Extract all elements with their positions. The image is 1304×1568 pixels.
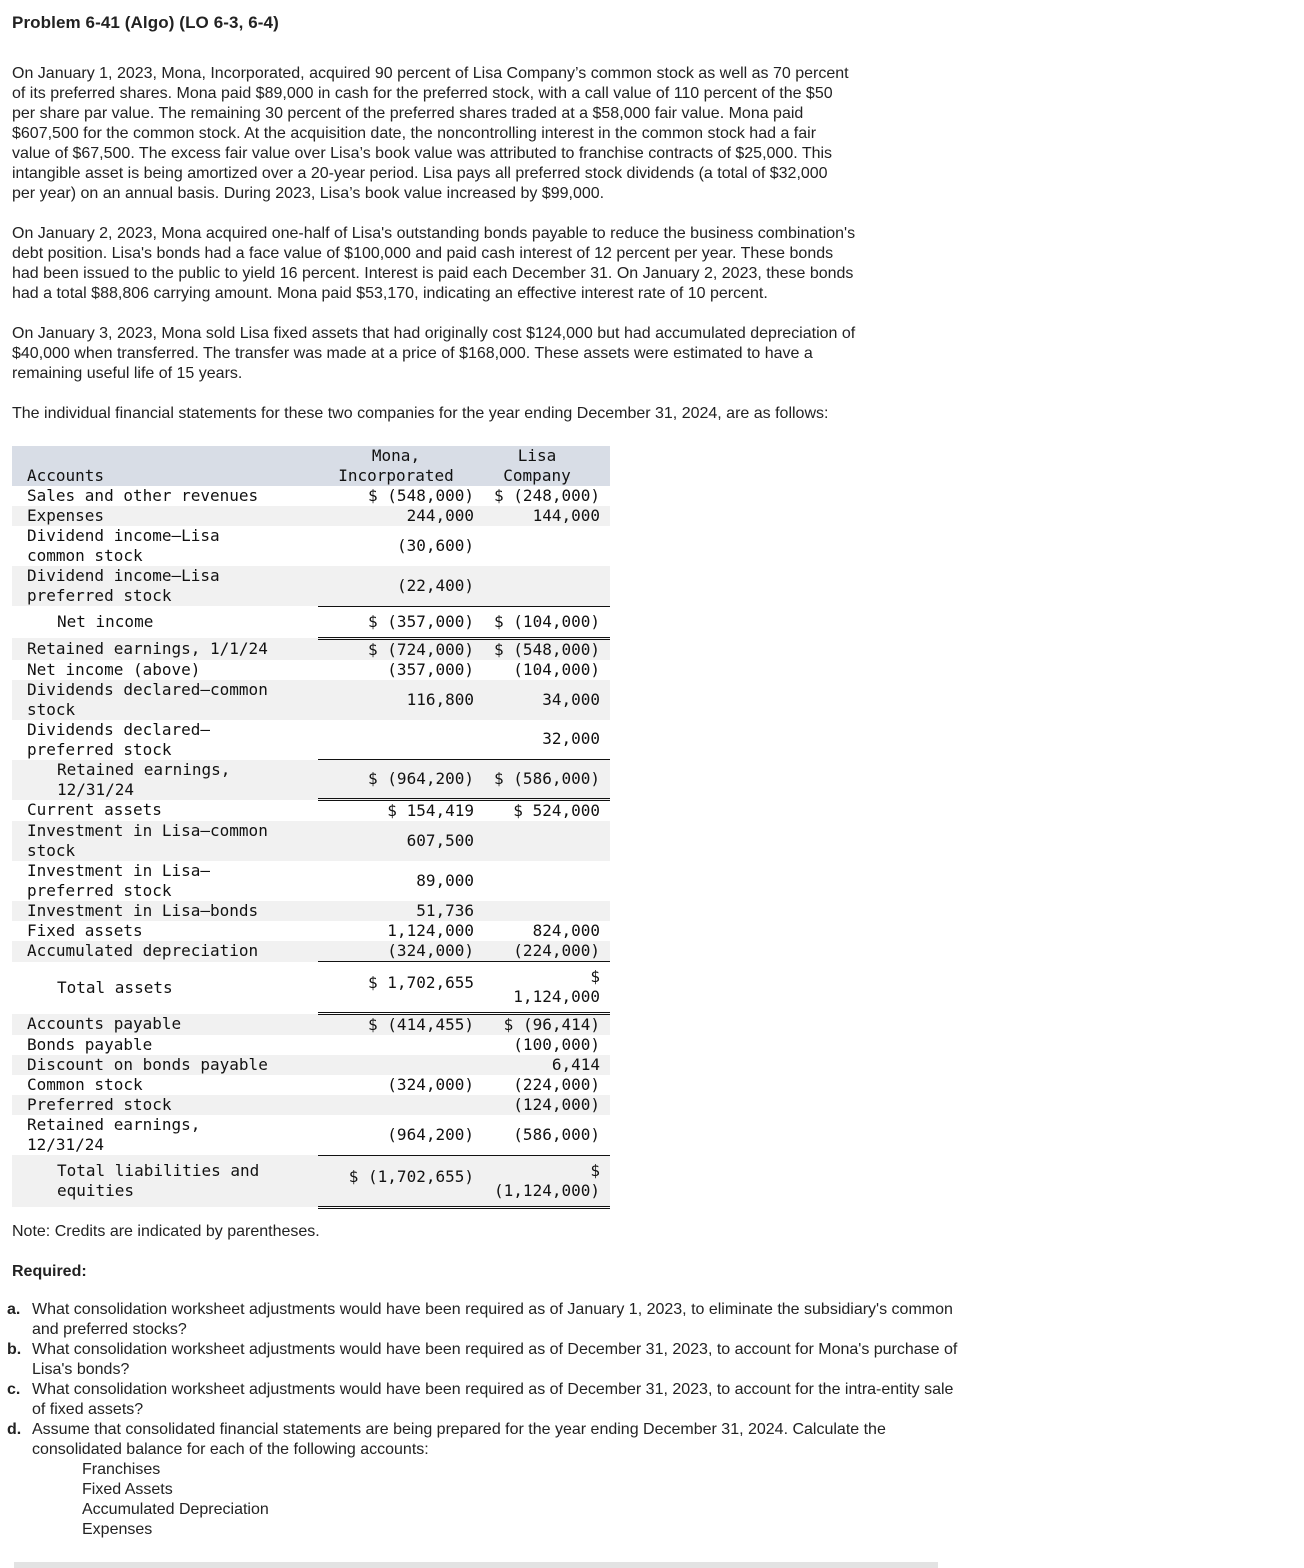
row-mona-value: $ (964,200) bbox=[318, 760, 474, 800]
row-mona-value: $ (357,000) bbox=[318, 606, 474, 638]
row-account: Total liabilities and equities bbox=[12, 1155, 318, 1207]
paragraph-bonds: On January 2, 2023, Mona acquired one-half of Lisa's outstanding bonds payable to reduce the business combination's debt position. Lisa's bonds had a face value of $100,000 and paid cash interest of 12 percent per year. These bonds had been issued to the public to yield 16 percent. Interest is paid each December 31. On January 2, 2023, these bonds had a total $88,806 carrying amount. Mona paid $53,170, indicating an effective interest rate of 10 percent. bbox=[12, 225, 856, 302]
table-row bbox=[12, 1095, 610, 1115]
row-lisa-value: (224,000) bbox=[474, 941, 610, 962]
row-account: Net income bbox=[57, 612, 154, 631]
header-accounts: Accounts bbox=[12, 446, 318, 486]
list-item: Accumulated Depreciation bbox=[82, 1501, 269, 1518]
row-lisa-value: $ 524,000 bbox=[513, 801, 600, 820]
table-header-row bbox=[12, 446, 610, 486]
row-lisa-value bbox=[474, 526, 610, 566]
row-lisa-value: $ (548,000) bbox=[474, 638, 610, 660]
row-account: Investment in Lisa—bonds bbox=[12, 901, 318, 921]
row-mona-value: $ (548,000) bbox=[368, 486, 474, 505]
row-account: Fixed assets bbox=[27, 921, 143, 940]
row-lisa-value bbox=[474, 821, 610, 861]
row-lisa-value: (224,000) bbox=[513, 1075, 600, 1094]
row-lisa-value: (124,000) bbox=[474, 1095, 610, 1115]
row-account: Retained earnings, 12/31/24 bbox=[27, 1115, 201, 1154]
paragraph-fixed-assets: On January 3, 2023, Mona sold Lisa fixed assets that had originally cost $124,000 but had accumulated depreciation of $40,000 when transferred. The transfer was made at a price of $168,000. These assets were estimated to have a remaining useful life of 15 years. bbox=[12, 325, 856, 382]
row-mona-value: (964,200) bbox=[318, 1115, 474, 1155]
row-lisa-value: 6,414 bbox=[474, 1055, 610, 1075]
row-mona-value: 244,000 bbox=[318, 506, 474, 526]
row-account: Accounts payable bbox=[12, 1014, 318, 1036]
row-mona-value: (22,400) bbox=[318, 566, 474, 606]
table-row bbox=[12, 720, 610, 760]
row-account: Expenses bbox=[12, 506, 318, 526]
financial-statements-table bbox=[12, 446, 610, 1209]
table-row bbox=[12, 566, 610, 606]
row-lisa-value bbox=[474, 861, 610, 901]
question-item bbox=[7, 1300, 962, 1340]
row-mona-value: (357,000) bbox=[387, 659, 474, 679]
row-lisa-value: $ (586,000) bbox=[474, 760, 610, 800]
question-text: What consolidation worksheet adjustments would have been required as of December 31, 2023, to account for the intra-entity sale of fixed assets? bbox=[32, 1381, 954, 1418]
table-row bbox=[12, 760, 610, 800]
row-account: Retained earnings, 1/1/24 bbox=[12, 638, 318, 660]
row-mona-value bbox=[318, 1035, 474, 1055]
row-account: Net income (above) bbox=[27, 659, 201, 679]
row-lisa-value: 32,000 bbox=[474, 720, 610, 760]
table-row bbox=[12, 901, 610, 921]
row-mona-value bbox=[318, 720, 474, 760]
question-text: What consolidation worksheet adjustments would have been required as of December 31, 2023, to account for Mona's purchase of Lisa's bonds? bbox=[32, 1341, 958, 1378]
row-account: Preferred stock bbox=[12, 1095, 318, 1115]
header-mona: Mona, Incorporated bbox=[318, 446, 474, 486]
table-row bbox=[12, 680, 610, 720]
row-account: Investment in Lisa—common stock bbox=[12, 821, 318, 861]
question-letter: d. bbox=[7, 1421, 22, 1438]
list-item: Fixed Assets bbox=[82, 1481, 173, 1498]
question-letter: c. bbox=[7, 1381, 21, 1398]
row-lisa-value: $ 1,124,000 bbox=[474, 962, 610, 1014]
row-mona-value: $ (414,455) bbox=[318, 1014, 474, 1036]
paragraph-statements-intro: The individual financial statements for these two companies for the year ending December 31, 2024, are as follows: bbox=[12, 405, 829, 422]
row-account: Dividends declared— preferred stock bbox=[27, 719, 211, 759]
table-row bbox=[12, 861, 610, 901]
accounts-to-calculate bbox=[32, 1460, 962, 1540]
row-account: Discount on bonds payable bbox=[12, 1055, 318, 1075]
row-mona-value: 51,736 bbox=[318, 901, 474, 921]
row-lisa-value: $ (96,414) bbox=[474, 1014, 610, 1036]
header-lisa: Lisa Company bbox=[474, 446, 610, 486]
questions-list bbox=[7, 1300, 962, 1540]
question-letter: b. bbox=[7, 1341, 22, 1358]
row-lisa-value: 144,000 bbox=[474, 506, 610, 526]
table-row bbox=[12, 486, 610, 506]
paragraph-acquisition: On January 1, 2023, Mona, Incorporated, acquired 90 percent of Lisa Company’s common stock as well as 70 percent of its preferred shares. Mona paid $89,000 in cash for the preferred stock, with a call value of 110 percent of the $50 per share par value. The remaining 30 percent of the preferred shares traded at a $58,000 fair value. Mona paid $607,500 for the common stock. At the acquisition date, the noncontrolling interest in the common stock had a fair value of $67,500. The excess fair value over Lisa’s book value was attributed to franchise contracts of $25,000. This intangible asset is being amortized over a 20-year period. Lisa pays all preferred stock dividends (a total of $32,000 per year) on an annual basis. During 2023, Lisa’s book value increased by $99,000. bbox=[12, 65, 849, 202]
credits-note: Note: Credits are indicated by parentheses. bbox=[12, 1223, 320, 1240]
row-account: Investment in Lisa— preferred stock bbox=[27, 861, 211, 900]
question-item bbox=[7, 1420, 962, 1540]
row-account: Common stock bbox=[27, 1075, 143, 1094]
list-item: Franchises bbox=[82, 1461, 161, 1478]
row-mona-value: 116,800 bbox=[318, 680, 474, 720]
table-row bbox=[12, 526, 610, 566]
table-row bbox=[12, 606, 610, 638]
row-lisa-value bbox=[474, 566, 610, 606]
row-lisa-value: (100,000) bbox=[513, 1035, 600, 1054]
row-mona-value: (324,000) bbox=[318, 941, 474, 962]
row-lisa-value: $ (104,000) bbox=[474, 606, 610, 638]
row-lisa-value bbox=[474, 901, 610, 921]
question-text: Assume that consolidated financial statements are being prepared for the year ending December 31, 2024. Calculate the consolidated balance for each of the following accounts: bbox=[32, 1421, 886, 1458]
row-mona-value: $ (1,702,655) bbox=[318, 1155, 474, 1207]
row-mona-value: 89,000 bbox=[416, 871, 474, 890]
table-row bbox=[12, 800, 610, 822]
row-mona-value: 607,500 bbox=[318, 821, 474, 861]
row-lisa-value: 34,000 bbox=[474, 680, 610, 720]
row-mona-value: $ 1,702,655 bbox=[318, 962, 474, 1014]
question-letter: a. bbox=[7, 1301, 21, 1318]
question-item bbox=[7, 1340, 962, 1380]
table-row bbox=[12, 1155, 610, 1207]
table-row bbox=[12, 506, 610, 526]
table-row bbox=[12, 1075, 610, 1095]
row-lisa-value: $ (248,000) bbox=[494, 486, 600, 505]
row-account: Dividend income—Lisa preferred stock bbox=[12, 566, 318, 606]
table-row bbox=[12, 821, 610, 861]
row-account: Dividend income—Lisa common stock bbox=[27, 526, 220, 565]
table-row bbox=[12, 921, 610, 941]
table-row bbox=[12, 1055, 610, 1075]
table-row bbox=[12, 638, 610, 660]
row-mona-value: (324,000) bbox=[387, 1075, 474, 1094]
question-item bbox=[7, 1380, 962, 1420]
row-account: Sales and other revenues bbox=[27, 486, 259, 505]
problem-title: Problem 6-41 (Algo) (LO 6-3, 6-4) bbox=[12, 13, 279, 32]
row-account: Accumulated depreciation bbox=[12, 941, 318, 962]
question-text: What consolidation worksheet adjustments would have been required as of January 1, 2023, to eliminate the subsidiary's common and preferred stocks? bbox=[32, 1301, 953, 1338]
required-heading: Required: bbox=[12, 1263, 87, 1280]
row-lisa-value: (586,000) bbox=[474, 1115, 610, 1155]
row-mona-value: $ 154,419 bbox=[387, 801, 474, 820]
table-row bbox=[12, 1115, 610, 1155]
table-row bbox=[12, 660, 610, 680]
table-row bbox=[12, 1014, 610, 1036]
row-account: Total assets bbox=[57, 977, 173, 997]
row-account: Bonds payable bbox=[27, 1035, 153, 1054]
row-account: Dividends declared—common stock bbox=[12, 680, 318, 720]
bottom-divider bbox=[14, 1562, 938, 1568]
row-account: Retained earnings, 12/31/24 bbox=[12, 760, 318, 800]
row-lisa-value: $ (1,124,000) bbox=[474, 1155, 610, 1207]
row-mona-value bbox=[318, 1095, 474, 1115]
row-lisa-value: (104,000) bbox=[513, 659, 600, 679]
table-row bbox=[12, 1035, 610, 1055]
list-item: Expenses bbox=[82, 1521, 153, 1538]
table-row bbox=[12, 962, 610, 1014]
table-row bbox=[12, 941, 610, 962]
row-mona-value bbox=[318, 1055, 474, 1075]
row-mona-value: (30,600) bbox=[396, 536, 474, 555]
row-mona-value: 1,124,000 bbox=[387, 921, 474, 940]
row-lisa-value: 824,000 bbox=[532, 921, 600, 940]
row-mona-value: $ (724,000) bbox=[318, 638, 474, 660]
row-account: Current assets bbox=[27, 800, 162, 820]
